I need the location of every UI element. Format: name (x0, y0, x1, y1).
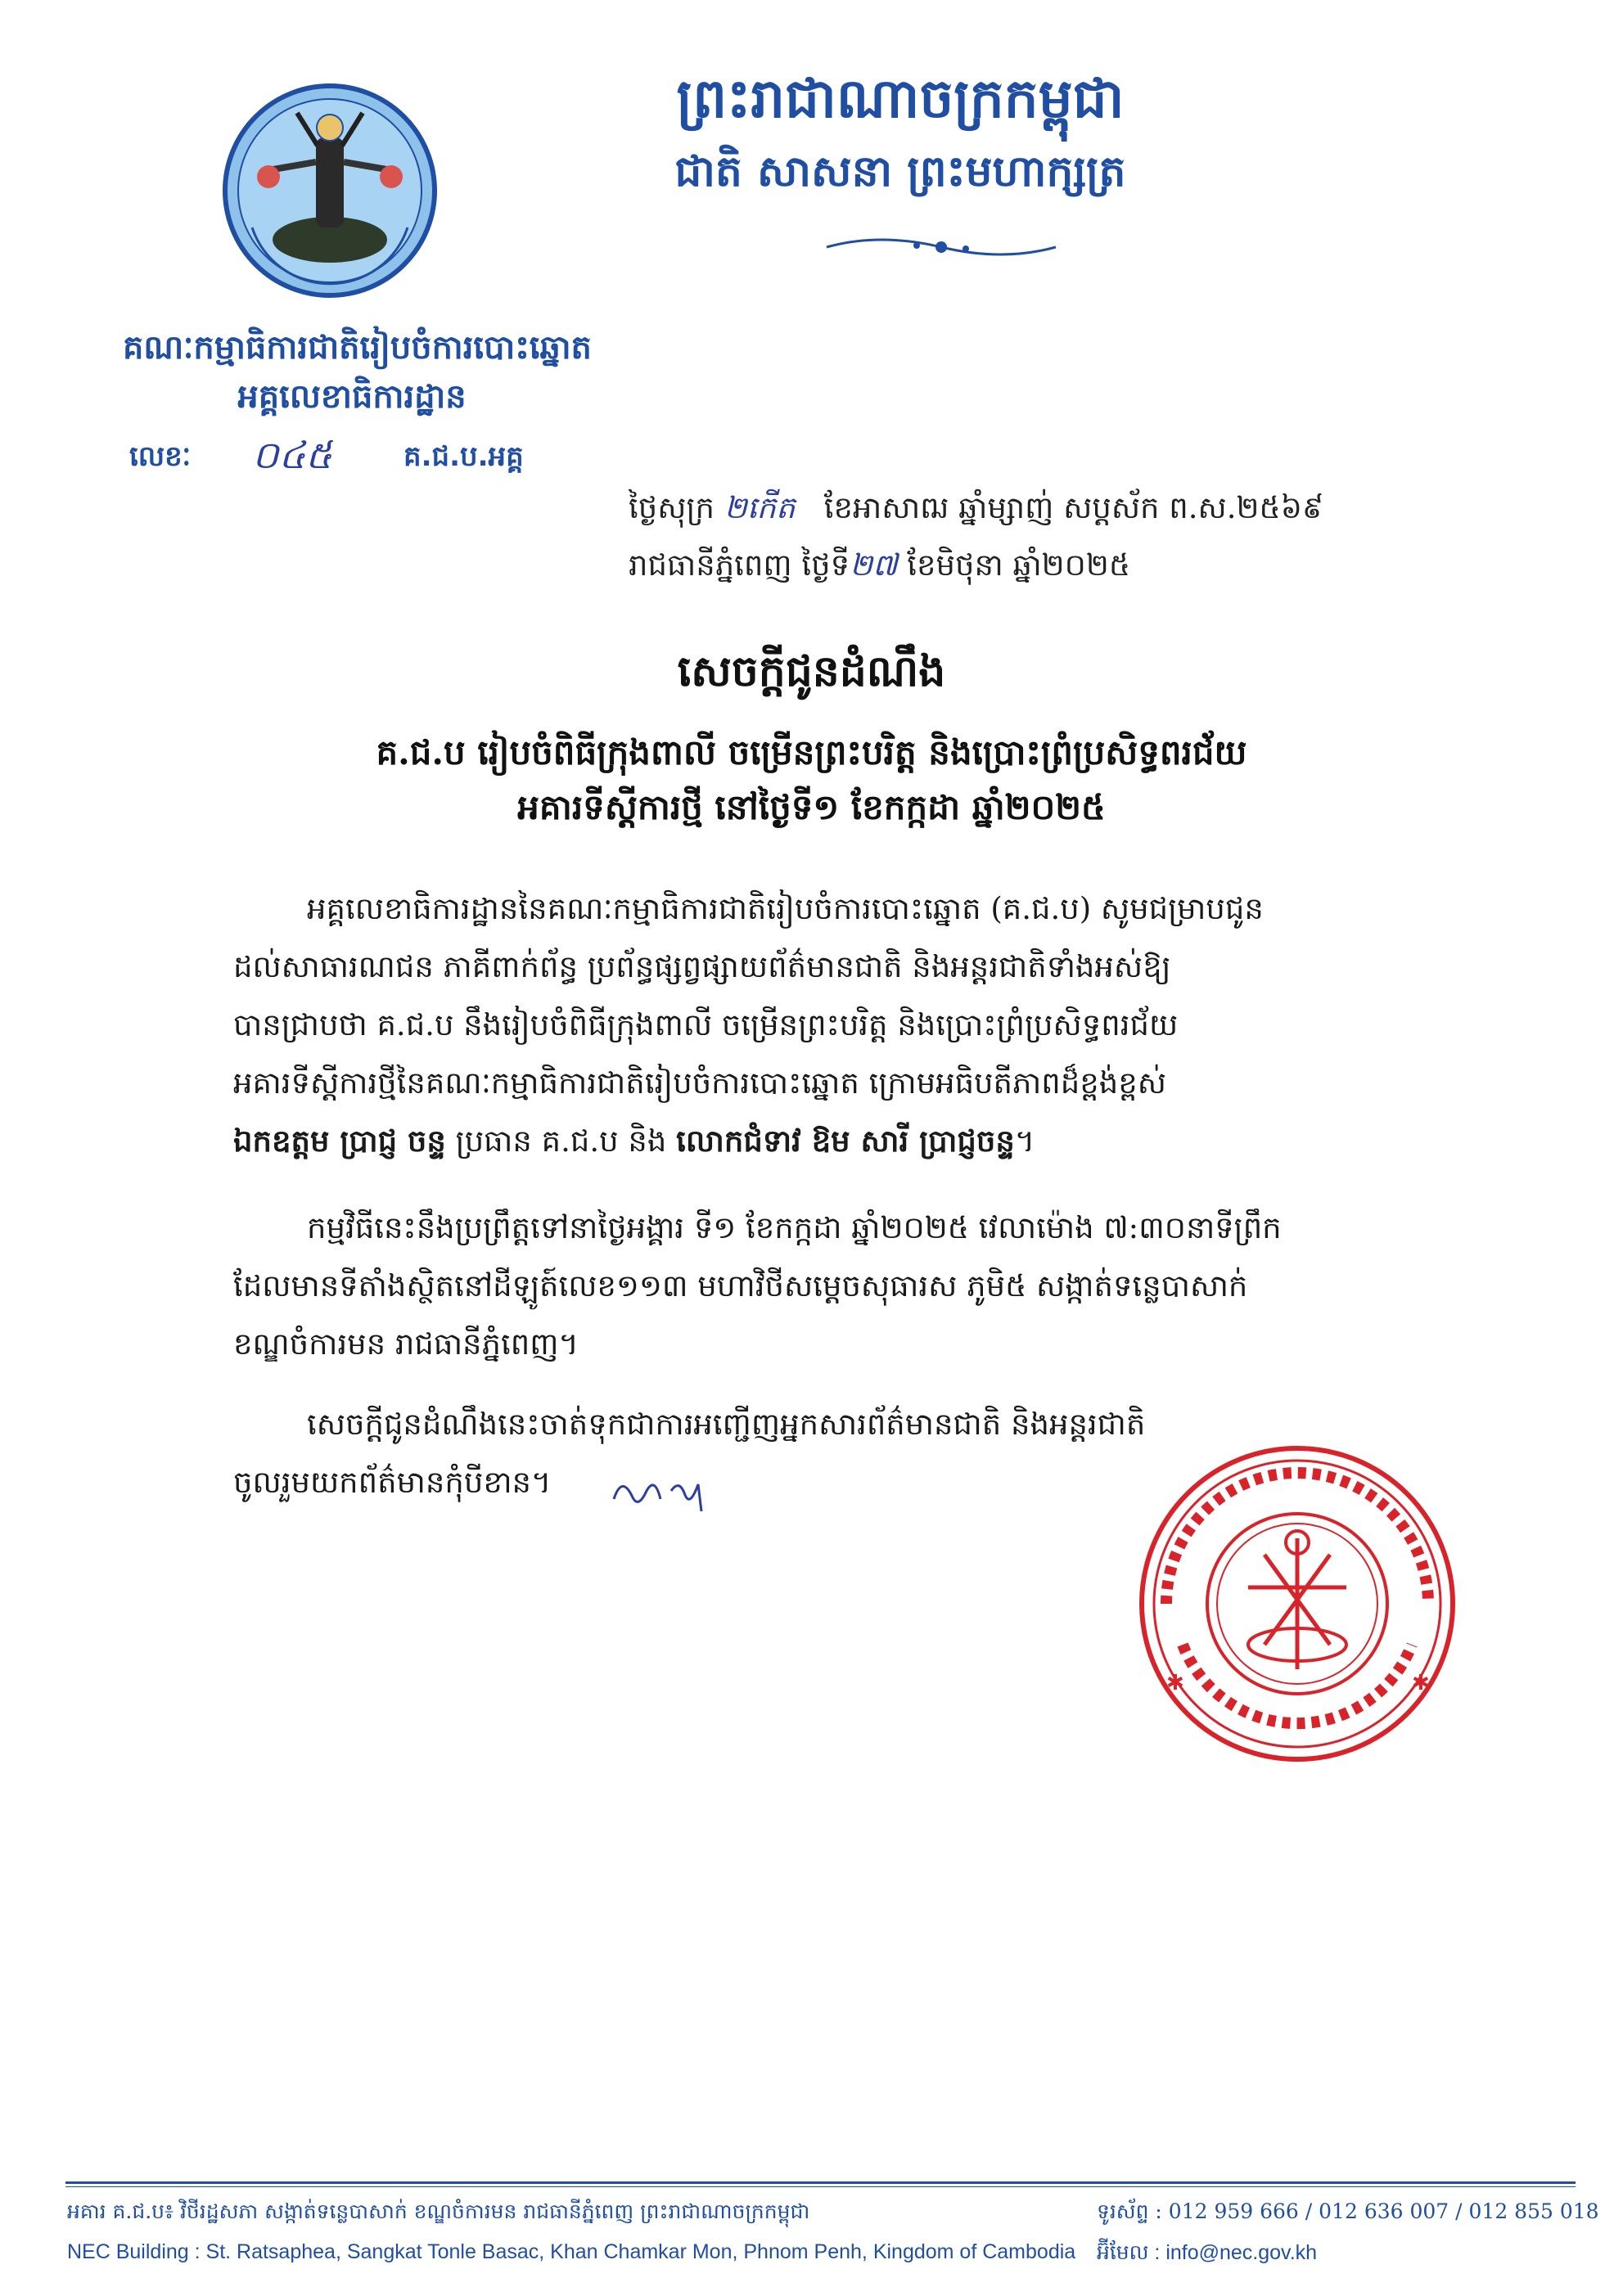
handwritten-initials (610, 1466, 716, 1515)
nec-emblem-logo (219, 80, 440, 301)
kingdom-heading (589, 57, 1211, 205)
paragraph-line: បានជ្រាបថា គ.ជ.ប នឹងរៀបចំពិធីក្រុងពាលី ចម្រើនព្រះបរិត្ត និងប្រោះព្រំប្រសិទ្ធពរជ័យ (233, 1007, 1179, 1042)
lunar-date-handwritten: ២កើត (724, 490, 796, 525)
paragraph-line: ដែលមានទីតាំងស្ថិតនៅដីឡូត៍លេខ១១៣ មហាវិថីសម្តេចសុធារស ភូមិ៥ សង្កាត់ទន្លេបាសាក់ (233, 1268, 1248, 1303)
chairman-name: ឯកឧត្តម ប្រាជ្ញ ចន្ទ (233, 1123, 446, 1159)
spouse-name: លោកជំទាវ ឱម សារី ប្រាជ្ញចន្ទ (676, 1123, 1015, 1159)
paragraph-line: សេចក្ដីជូនដំណឹងនេះចាត់ទុកជាការអញ្ជើញអ្នកសារព័ត៌មានជាតិ និងអន្តរជាតិ (307, 1407, 1146, 1442)
paragraph-text: ប្រធាន គ.ជ.ប និង (445, 1123, 677, 1159)
footer-email: អ៊ីមែល : info@nec.gov.kh (1097, 2241, 1318, 2264)
ref-suffix: គ.ជ.ប.អគ្គ (403, 440, 524, 473)
lunar-date-prefix: ថ្ងៃសុក្រ (629, 490, 715, 525)
paragraph-line: អគារទីស្តីការថ្មីនៃគណៈកម្មាធិការជាតិរៀបចំការបោះឆ្នោត ក្រោមអធិបតីភាពដ៏ខ្ពង់ខ្ពស់ (233, 1065, 1166, 1101)
lunar-date-rest: ខែអាសាឍ ឆ្នាំម្សាញ់ សប្តស័ក ព.ស.២៥៦៩ (823, 490, 1324, 525)
paragraph-line: កម្មវិធីនេះនឹងប្រព្រឹត្តទៅនាថ្ងៃអង្គារ ទី១ ខែកក្កដា ឆ្នាំ២០២៥ វេលាម៉ោង ៧:៣០នាទីព្រឹក (307, 1210, 1282, 1245)
ref-label: លេខៈ (129, 440, 192, 473)
notice-subtitle-line1: គ.ជ.ប រៀបចំពិធីក្រុងពាលី ចម្រើនព្រះបរិត្ត និងប្រោះព្រំប្រសិទ្ធពរជ័យ (376, 732, 1247, 772)
footer-address-english: NEC Building : St. Ratsaphea, Sangkat Tonle Basac, Khan Chamkar Mon, Phnom Penh, Kingdom of Cambodia (67, 2240, 1076, 2263)
solar-date (629, 547, 1480, 591)
solar-date-prefix: រាជធានីភ្នំពេញ ថ្ងៃទី (629, 547, 850, 583)
official-seal (1134, 1440, 1461, 1767)
paragraph-line: ដល់សាធារណជន ភាគីពាក់ព័ន្ធ ប្រព័ន្ធផ្សព្វផ្សាយព័ត៌មានជាតិ និងអន្តរជាតិទាំងអស់ឱ្យ (233, 949, 1171, 984)
footer-address-khmer: អគារ គ.ជ.ប៖ វិថីរដ្ឋសភា សង្កាត់ទន្លេបាសាក់ ខណ្ឌចំការមន រាជធានីភ្នំពេញ ព្រះរាជាណាចក្រកម្ពុជា (67, 2199, 810, 2223)
paragraph-1 (233, 880, 1469, 1170)
paragraph-line: ខណ្ឌចំការមន រាជធានីភ្នំពេញ។ (233, 1326, 579, 1362)
paragraph-line: ចូលរួមយកព័ត៌មានកុំបីខាន។ (233, 1465, 552, 1500)
divider-ornament (818, 231, 1064, 263)
notice-title: សេចក្ដីជូនដំណឹង (677, 646, 946, 696)
paragraph-2 (233, 1199, 1469, 1373)
solar-date-handwritten: ២៧ (850, 547, 898, 583)
solar-date-rest: ខែមិថុនា ឆ្នាំ២០២៥ (907, 547, 1131, 583)
footer-phone: ទូរស័ព្ទ : 012 959 666 / 012 636 007 / 012 855 018 (1097, 2199, 1599, 2223)
svg-text:✱: ✱ (1412, 1671, 1430, 1695)
paragraph-line: អគ្គលេខាធិការដ្ឋាននៃគណៈកម្មាធិការជាតិរៀបចំការបោះឆ្នោត (គ.ជ.ប) សូមជម្រាបជូន (307, 891, 1264, 926)
ref-number: ០៤៥ (252, 433, 332, 477)
paragraph-line (233, 1112, 1469, 1170)
national-motto: ជាតិ សាសនា ព្រះមហាក្សត្រ (674, 146, 1126, 196)
paragraph-text: ។ (1014, 1123, 1035, 1159)
notice-subtitle-line2: អគារទីស្តីការថ្មី នៅថ្ងៃទី១ ខែកក្កដា ឆ្នាំ២០២៥ (517, 787, 1106, 827)
kingdom-title: ព្រះរាជាណាចក្រកម្ពុជា (676, 66, 1125, 130)
reference-line (129, 432, 588, 481)
svg-text:✱: ✱ (1166, 1671, 1184, 1695)
org-name: គណៈកម្មាធិការជាតិរៀបចំការបោះឆ្នោត (123, 328, 592, 367)
lunar-date (629, 489, 1480, 533)
org-unit: អគ្គលេខាធិការដ្ឋាន (237, 377, 467, 416)
footer-divider (65, 2181, 1576, 2184)
footer-divider-thin (65, 2186, 1576, 2187)
issuer-block (123, 323, 592, 421)
